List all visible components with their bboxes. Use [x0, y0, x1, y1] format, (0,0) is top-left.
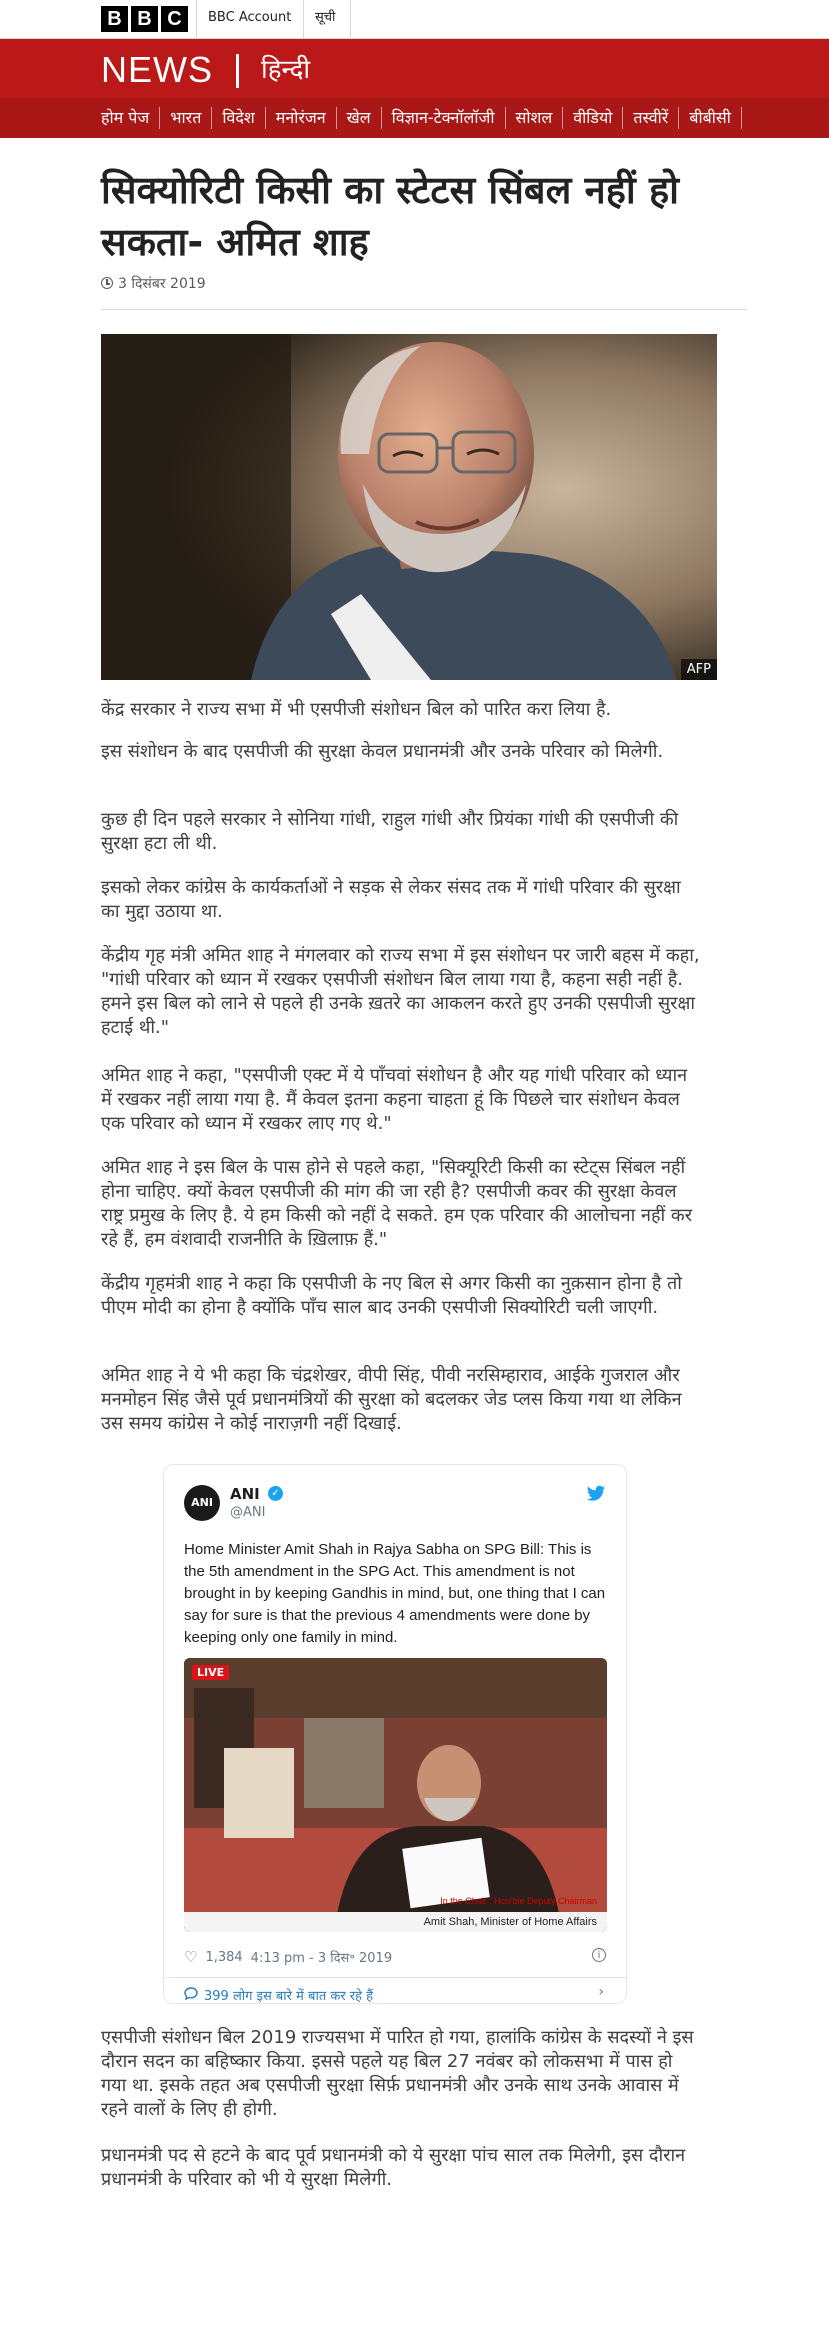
- chevron-right-icon[interactable]: ›: [598, 1984, 604, 2000]
- top-divider: [350, 0, 351, 38]
- tweet-timestamp[interactable]: 4:13 pm - 3 दिस॰ 2019: [250, 1951, 393, 1966]
- news-header: [0, 39, 829, 98]
- live-badge: LIVE: [192, 1665, 229, 1680]
- divider: [101, 309, 747, 310]
- article-paragraph: अमित शाह ने इस बिल के पास होने से पहले कहा, "सिक्यूरिटी किसी का स्टेट्स सिंबल नहीं होना चाहिए. क्यों केवल एसपीजी की मांग की जा रही है? एसपीजी कवर की सुरक्षा केवल राष्ट्र प्रमुख के लिए है. ये हम किसी को नहीं दे सकते. हम एक परिवार की आलोचना नहीं कर रहे हैं, हम वंशवादी राजनीति के ख़िलाफ़ हैं.": [101, 1157, 693, 1250]
- nav-item-world[interactable]: विदेश: [212, 107, 265, 129]
- nav-item-video[interactable]: वीडियो: [563, 107, 623, 129]
- article-paragraph: अमित शाह ने कहा, "एसपीजी एक्ट में ये पाँचवां संशोधन है और यह गांधी परिवार को ध्यान में रखकर नहीं लाया गया है. मैं केवल इतना कहना चाहता हूं कि पिछले चार संशोधन केवल एक परिवार को ध्यान में रखकर लाए गए थे.": [101, 1065, 688, 1134]
- tweet-text: Home Minister Amit Shah in Rajya Sabha on SPG Bill: This is the 5th amendment in the SPG Act. This amendment is not brought in by keeping Gandhis in mind, but, one thing that I can say for sure is that the previous 4 amendments were done by keeping only one family in mind.: [184, 1541, 606, 1646]
- bbc-logo-letter: B: [101, 6, 128, 32]
- video-chair-caption: In the Chair : Hon'ble Deputy Chairman: [440, 1896, 597, 1906]
- info-icon[interactable]: i: [592, 1948, 606, 1962]
- portrait-illustration: [101, 334, 717, 680]
- bbc-logo-letter: B: [131, 6, 158, 32]
- verified-badge-icon: ✓: [268, 1486, 283, 1501]
- article-paragraph: एसपीजी संशोधन बिल 2019 राज्यसभा में पारित हो गया, हालांकि कांग्रेस के सदस्यों ने इस दौरान सदन का बहिष्कार किया. इससे पहले यह बिल 27 नवंबर को लोकसभा में पास हो गया था. इसके तहत अब एसपीजी सुरक्षा सिर्फ़ प्रधानमंत्री और उनके साथ उनके आवास में रहने वालों के लिए ही होगी.: [101, 2027, 694, 2120]
- article-paragraph: कुछ ही दिन पहले सरकार ने सोनिया गांधी, राहुल गांधी और प्रियंका गांधी की एसपीजी की सुरक्षा हटा ली थी.: [101, 809, 679, 854]
- nav-item-social[interactable]: सोशल: [506, 107, 564, 129]
- tweet-replies-link[interactable]: [184, 1986, 373, 2004]
- tweet-meta: [184, 1948, 392, 1966]
- article-paragraph: इसको लेकर कांग्रेस के कार्यकर्ताओं ने सड़क से लेकर संसद तक में गांधी परिवार की सुरक्षा का मुद्दा उठाया था.: [101, 877, 681, 922]
- tweet-author-handle[interactable]: @ANI: [230, 1505, 266, 1520]
- hero-image: [101, 334, 717, 680]
- bbc-logo[interactable]: [101, 6, 188, 32]
- header-separator: [236, 54, 239, 88]
- article-paragraph: प्रधानमंत्री पद से हटने के बाद पूर्व प्रधानमंत्री को ये सुरक्षा पांच साल तक मिलेगी, इस दौरान प्रधानमंत्री के परिवार को भी ये सुरक्षा मिलेगी.: [101, 2145, 686, 2190]
- tweet-replies-text[interactable]: 399 लोग इस बारे में बात कर रहे हैं: [204, 1989, 374, 2004]
- nav-item-science-tech[interactable]: विज्ञान-टेक्नॉलॉजी: [382, 107, 506, 129]
- tweet-author-name[interactable]: ANI: [230, 1485, 260, 1503]
- language-label[interactable]: हिन्दी: [261, 55, 311, 85]
- heart-icon[interactable]: ♡: [184, 1948, 198, 1966]
- bbc-logo-letter: C: [161, 6, 188, 32]
- article-date: [101, 274, 206, 292]
- tweet-avatar[interactable]: ANI: [184, 1485, 220, 1521]
- embedded-tweet[interactable]: [163, 1464, 627, 2004]
- tweet-video-frame: [184, 1658, 607, 1932]
- main-nav: [0, 98, 829, 138]
- video-lower-third: Amit Shah, Minister of Home Affairs: [184, 1912, 607, 1932]
- speech-bubble-icon: [184, 1987, 198, 2004]
- top-divider: [303, 0, 304, 38]
- article-paragraph: इस संशोधन के बाद एसपीजी की सुरक्षा केवल प्रधानमंत्री और उनके परिवार को मिलेगी.: [101, 741, 664, 762]
- nav-item-photos[interactable]: तस्वीरें: [623, 107, 679, 129]
- article-date-text: 3 दिसंबर 2019: [118, 275, 206, 292]
- clock-icon: [101, 277, 113, 289]
- bbc-account-link[interactable]: BBC Account: [208, 10, 292, 25]
- article-paragraph: केंद्र सरकार ने राज्य सभा में भी एसपीजी संशोधन बिल को पारित करा लिया है.: [101, 699, 612, 720]
- nav-item-home[interactable]: होम पेज: [101, 107, 160, 129]
- article-paragraph: केंद्रीय गृहमंत्री शाह ने कहा कि एसपीजी के नए बिल से अगर किसी का नुक़सान होना है तो पीएम मोदी का होना है क्योंकि पाँच साल बाद उनकी एसपीजी सिक्योरिटी चली जाएगी.: [101, 1273, 682, 1318]
- nav-item-entertainment[interactable]: मनोरंजन: [266, 107, 337, 129]
- twitter-bird-icon[interactable]: [586, 1485, 606, 1505]
- nav-item-india[interactable]: भारत: [160, 107, 212, 129]
- article-paragraph: अमित शाह ने ये भी कहा कि चंद्रशेखर, वीपी सिंह, पीवी नरसिम्हाराव, आईके गुजराल और मनमोहन सिंह जैसे पूर्व प्रधानमंत्रियों की सुरक्षा को बदलकर जेड प्लस किया गया था लेकिन उस समय कांग्रेस ने कोई नाराज़गी नहीं दिखाई.: [101, 1365, 682, 1434]
- tweet-video[interactable]: [184, 1658, 607, 1932]
- article-headline: सिक्योरिटी किसी का स्टेटस सिंबल नहीं हो सकता- अमित शाह: [101, 168, 679, 264]
- nav-item-bbc[interactable]: बीबीसी: [679, 107, 742, 129]
- nav-item-sport[interactable]: खेल: [337, 107, 382, 129]
- bbc-top-bar: [0, 0, 829, 39]
- article-paragraph: केंद्रीय गृह मंत्री अमित शाह ने मंगलवार को राज्य सभा में इस संशोधन पर जारी बहस में कहा, "गांधी परिवार को ध्यान में रखकर एसपीजी संशोधन बिल लाया गया है, कहना सही नहीं है. हमने इस बिल को लाने से पहले ही उनके ख़तरे का आकलन करते हुए उनकी एसपीजी सुरक्षा हटाई थी.": [101, 945, 700, 1038]
- tweet-divider: [164, 1977, 626, 1978]
- tweet-like-count[interactable]: 1,384: [205, 1949, 243, 1965]
- image-credit: AFP: [681, 659, 717, 680]
- news-title[interactable]: NEWS: [101, 49, 213, 90]
- top-divider: [196, 0, 197, 38]
- menu-list-link[interactable]: सूची: [315, 10, 336, 25]
